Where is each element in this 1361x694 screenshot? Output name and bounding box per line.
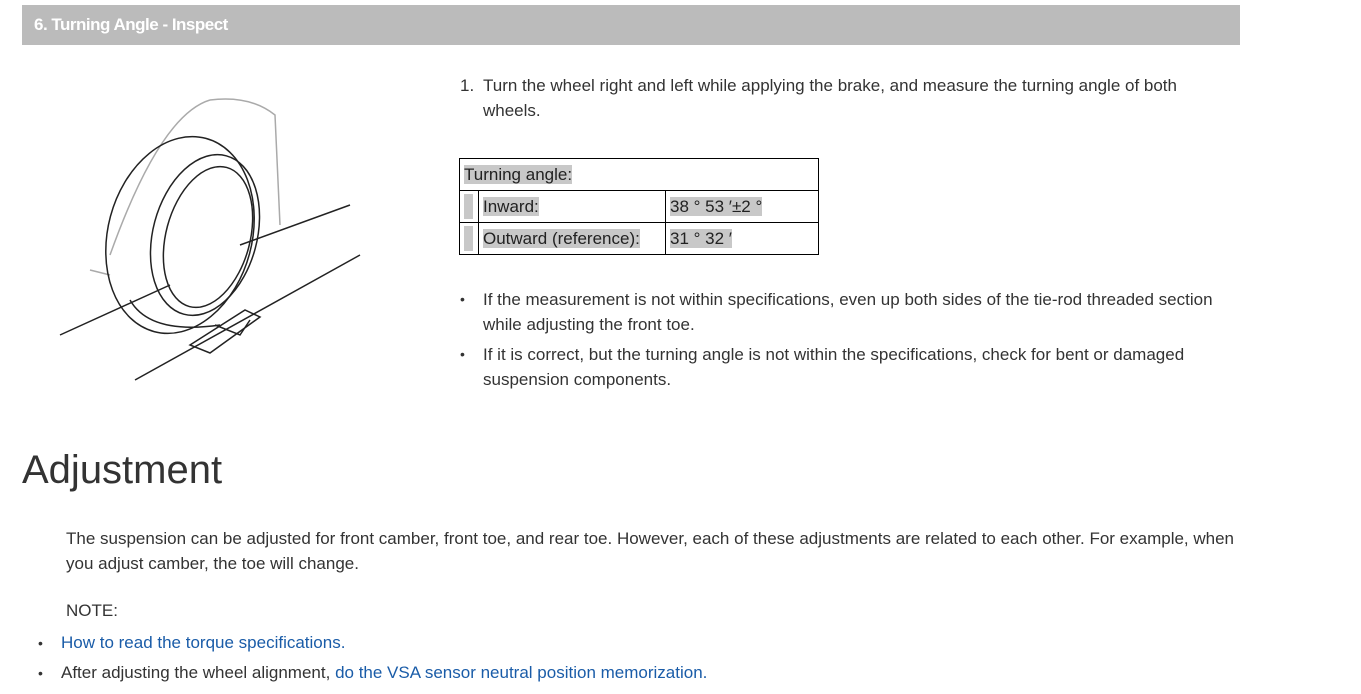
turning-angle-spec-table xyxy=(459,158,819,255)
adjustment-heading: Adjustment xyxy=(22,448,223,492)
inspection-notes xyxy=(460,287,1230,397)
table-row xyxy=(460,223,819,255)
row-label: Inward: xyxy=(483,196,539,216)
row-marker xyxy=(464,226,473,251)
row-label: Outward (reference): xyxy=(483,228,640,248)
list-item: • If the measurement is not within specifications, even up both sides of the tie-rod threaded section while adjusting the front toe. xyxy=(460,287,1230,337)
list-item xyxy=(38,658,707,688)
list-item xyxy=(38,628,707,658)
note-text: After adjusting the wheel alignment, xyxy=(61,663,336,682)
row-value: 38 ° 53 ′±2 ° xyxy=(670,196,763,216)
list-item: • If it is correct, but the turning angle is not within the specifications, check for bent or damaged suspension components. xyxy=(460,342,1230,392)
note-list xyxy=(38,628,707,688)
adjustment-paragraph: The suspension can be adjusted for front camber, front toe, and rear toe. However, each of these adjustments are related to each other. For example, when you adjust camber, the toe will change. xyxy=(66,529,1235,573)
table-title: Turning angle: xyxy=(464,164,573,184)
torque-specs-link[interactable]: How to read the torque specifications. xyxy=(61,633,346,652)
row-marker xyxy=(464,194,473,219)
step-number: 1. xyxy=(460,76,475,95)
row-value: 31 ° 32 ′ xyxy=(670,228,732,248)
table-row xyxy=(460,191,819,223)
section-title: 6. Turning Angle - Inspect xyxy=(34,15,228,34)
step-text: Turn the wheel right and left while applying the brake, and measure the turning angle of both wheels. xyxy=(483,76,1177,120)
wheel-turning-angle-illustration xyxy=(50,95,370,385)
vsa-memorization-link[interactable]: do the VSA sensor neutral position memorization. xyxy=(335,663,708,682)
note-label: NOTE: xyxy=(66,601,118,620)
section-header xyxy=(22,5,1240,45)
